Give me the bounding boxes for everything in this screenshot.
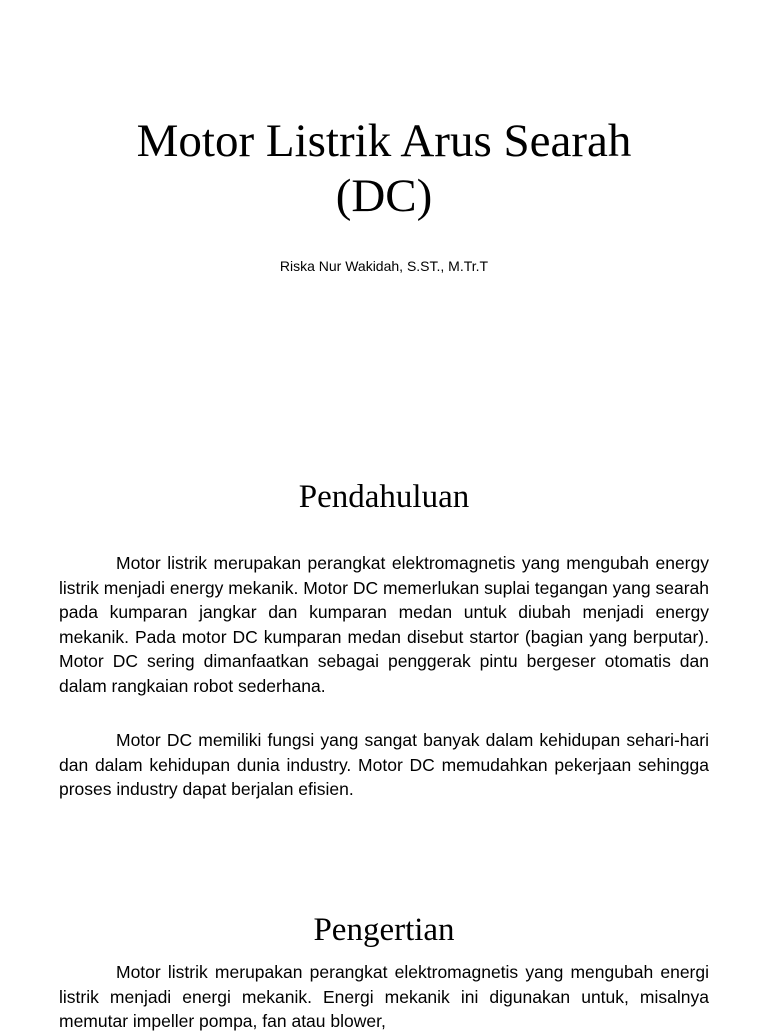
section-heading-pengertian: Pengertian <box>313 912 455 948</box>
author-name: Riska Nur Wakidah, S.ST., M.Tr.T <box>279 258 489 274</box>
title-line-1: Motor Listrik Arus Searah <box>136 115 632 167</box>
section-heading-pendahuluan: Pendahuluan <box>298 479 470 515</box>
document-title <box>0 114 768 224</box>
paragraph-pengertian-1: Motor listrik merupakan perangkat elektromagnetis yang mengubah energi listrik menjadi energi mekanik. Energi mekanik ini digunakan untuk, misalnya memutar impeller pompa, fan atau blower, <box>59 962 709 1031</box>
paragraph-pendahuluan-2: Motor DC memiliki fungsi yang sangat banyak dalam kehidupan sehari-hari dan dalam kehidupan dunia industry. Motor DC memudahkan pekerjaan sehingga proses industry dapat berjalan efisien. <box>59 730 709 799</box>
paragraph-pendahuluan-1: Motor listrik merupakan perangkat elektromagnetis yang mengubah energy listrik menjadi energy mekanik. Motor DC memerlukan suplai tegangan yang searah pada kumparan jangkar dan kumparan medan untuk diubah menjadi energy mekanik. Pada motor DC kumparan medan disebut startor (bagian yang berputar). Motor DC sering dimanfaatkan sebagai penggerak pintu bergeser otomatis dan dalam rangkaian robot sederhana. <box>59 553 709 696</box>
title-line-2: (DC) <box>335 170 433 222</box>
